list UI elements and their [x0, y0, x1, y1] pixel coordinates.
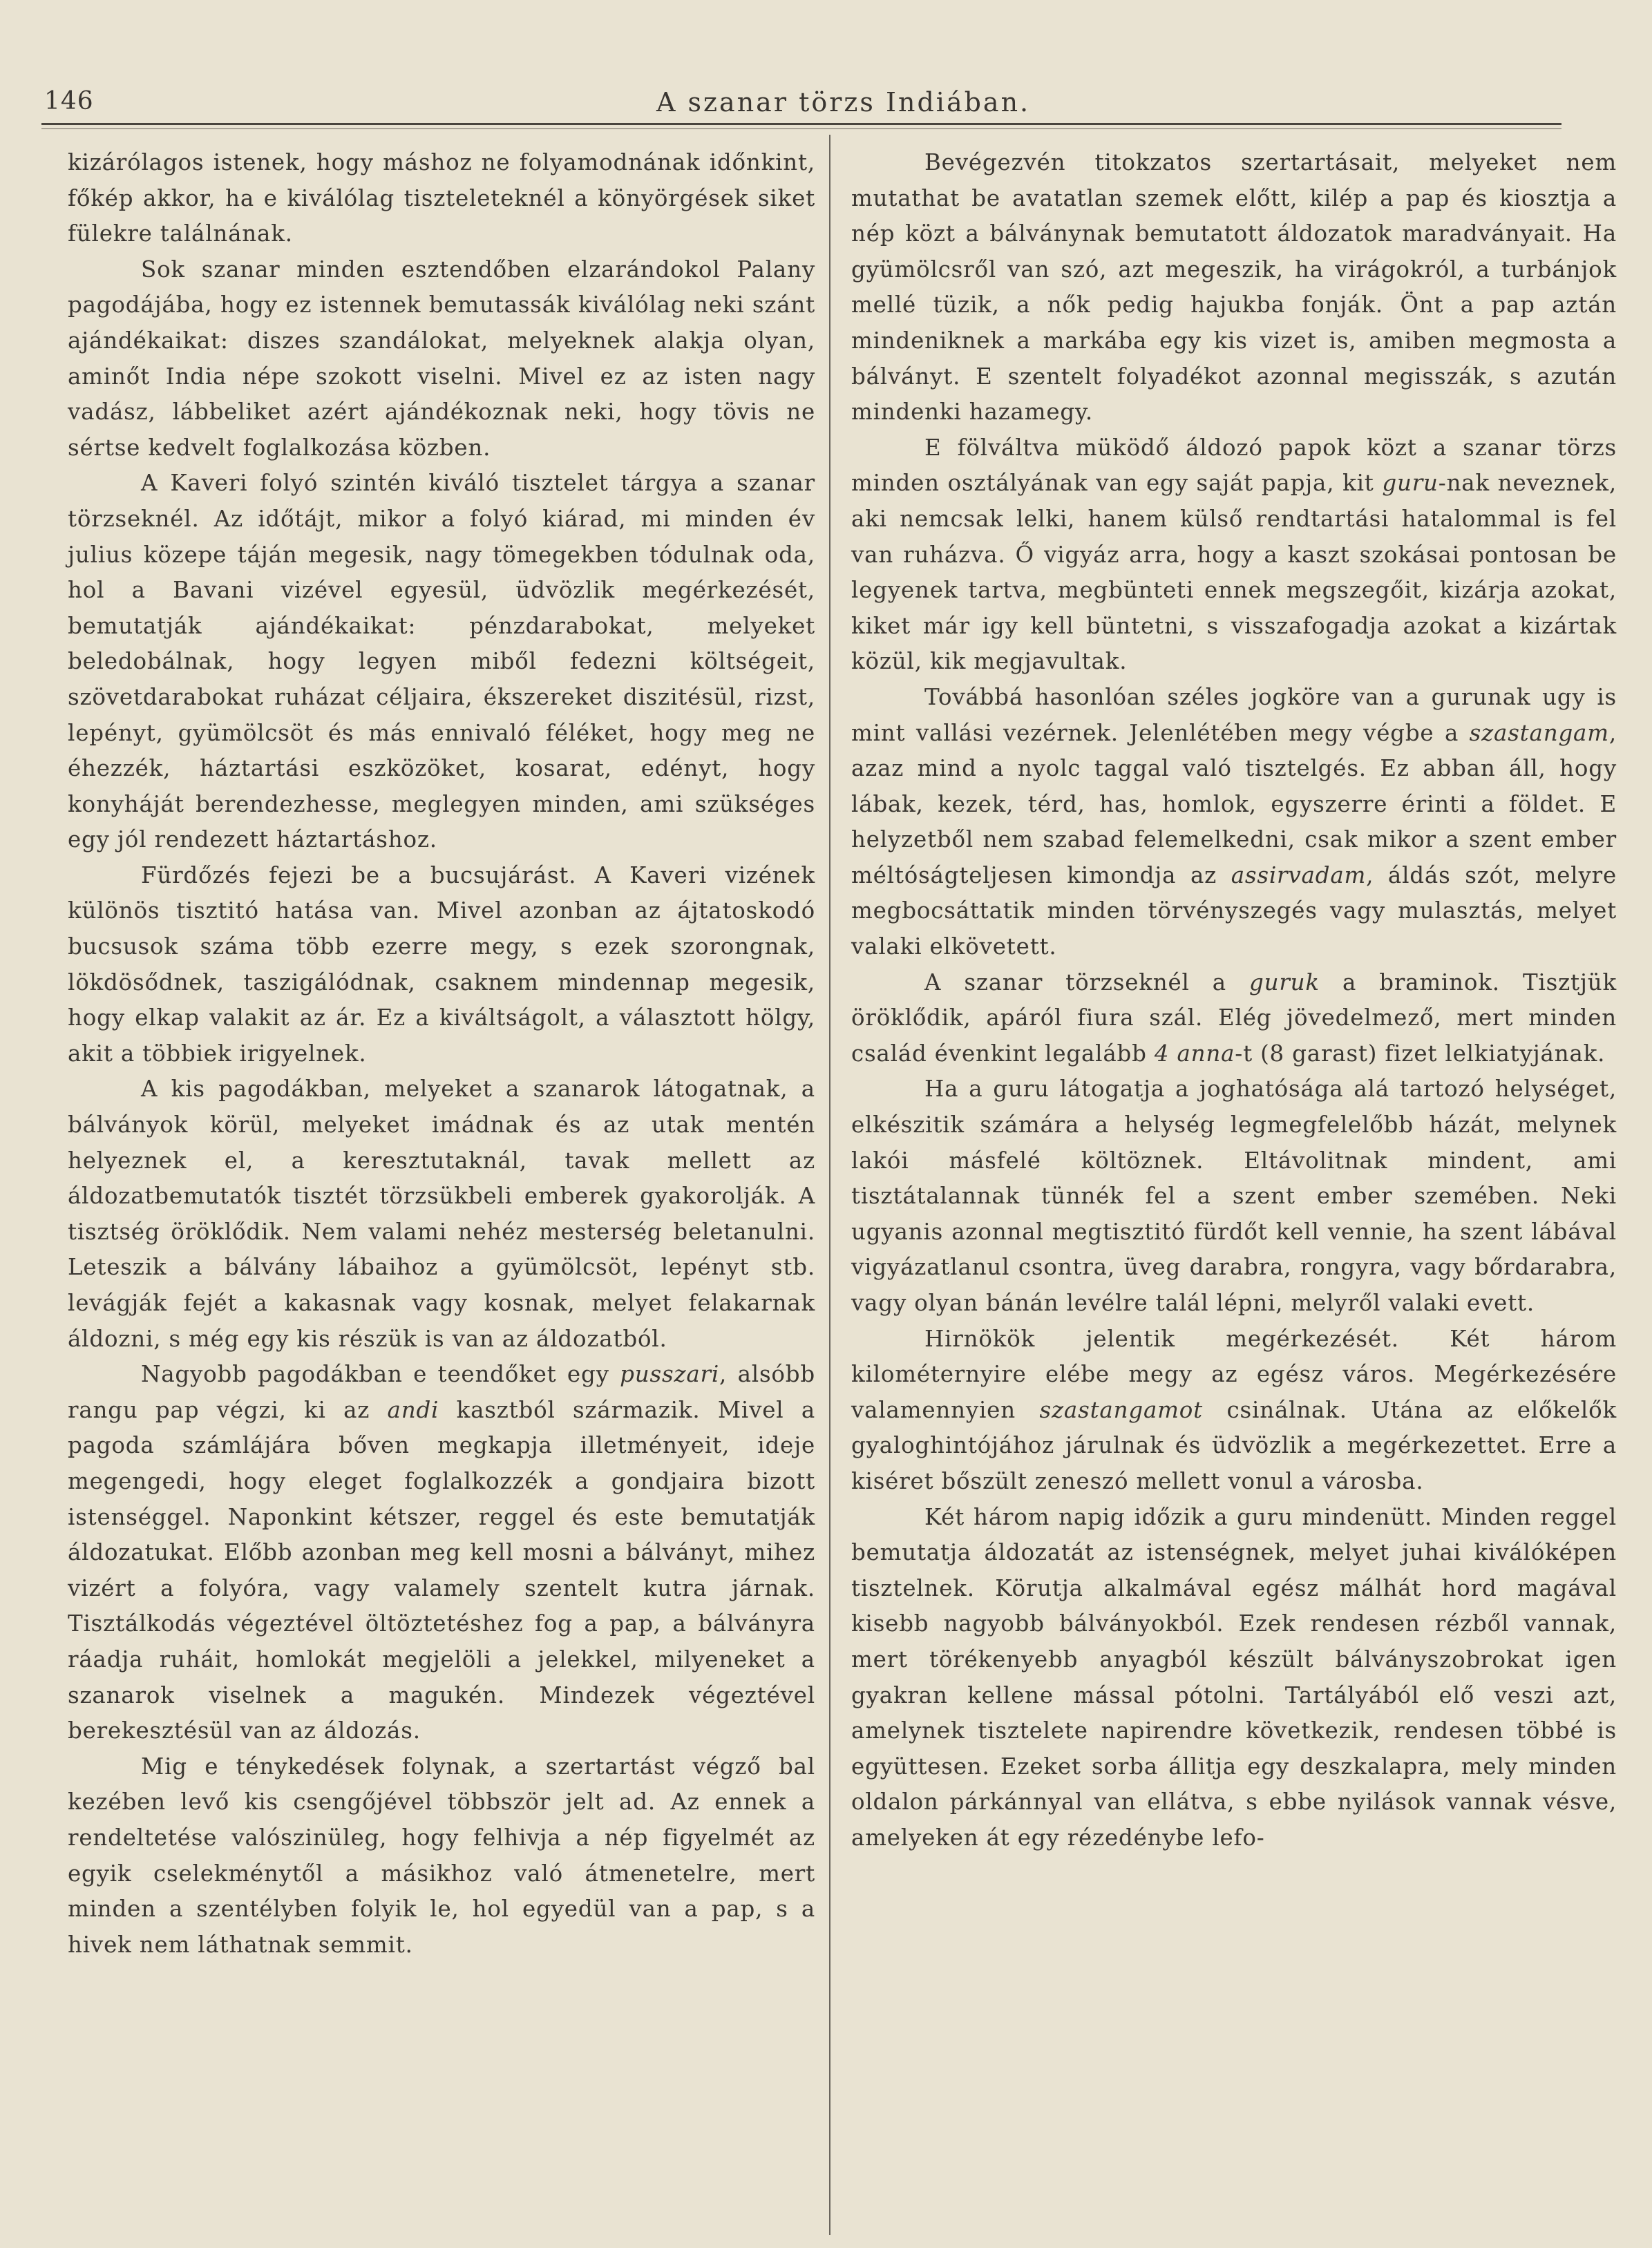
- paragraph: Két három napig időzik a guru mindenütt. Minden reggel bemutatja áldozatát az istenségnek, melyet juhai kiválóképen tisztelnek. Körutja alkalmával egész málhát hord magával kisebb nagyobb bálványokból. Ezek rendesen rézből vannak, mert törékenyebb anyagból készült bálványszobrokat igen gyakran kellene mással pótolni. Tartályából elő veszi azt, amelynek tisztelete napirendre következik, rendesen többé is együttesen. Ezeket sorba állitja egy deszkalapra, mely minden oldalon párkánnyal van ellátva, s ebbe nyilások vannak vésve, amelyeken át egy rézedénybe lefo-: [851, 1503, 1617, 1851]
- paragraph: E fölváltva müködő áldozó papok közt a szanar törzs minden osztályának van egy saját papja, kit guru-nak neveznek, aki nemcsak lelki, hanem külső rendtartási hatalommal is fel van ruházva. Ő vigyáz arra, hogy a kaszt szokásai pontosan be legyenek tartva, megbünteti ennek megszegőit, kizárja azokat, kiket már igy kell büntetni, s visszafogadja azokat a kizártak közül, kik megjavultak.: [851, 434, 1617, 675]
- paragraph: Ha a guru látogatja a joghatósága alá tartozó helységet, elkészitik számára a helység legmegfelelőbb házát, melynek lakói másfelé költöznek. Eltávolitnak mindent, ami tisztátalannak tünnék fel a szent ember szemében. Neki ugyanis azonnal megtisztitó fürdőt kell vennie, ha szent lábával vigyázatlanul csontra, üveg darabra, rongyra, vagy bőrdarabra, vagy olyan bánán levélre talál lépni, melyről valaki evett.: [851, 1076, 1617, 1316]
- header-rule: [41, 123, 1561, 125]
- header-rule-thin: [41, 128, 1561, 129]
- column-divider: [829, 135, 830, 2235]
- paragraph: A szanar törzseknél a guruk a braminok. Tisztjük öröklődik, apáról fiura szál. Elég jövedelmező, mert minden család évenkint legalább 4 anna-t (8 garast) fizet lelkiatyjának.: [851, 969, 1617, 1067]
- paragraph: A Kaveri folyó szintén kiváló tisztelet tárgya a szanar törzseknél. Az időtájt, mikor a folyó kiárad, mi minden év julius közepe táján megesik, nagy tömegekben tódulnak oda, hol a Bavani vizével egyesül, üdvözlik megérkezését, bemutatják ajándékaikat: pénzdarabokat, melyeket beledobálnak, hogy legyen miből fedezni költségeit, szövetdarabokat ruházat céljaira, ékszereket diszitésül, rizst, lepényt, gyümölcsöt és más ennivaló féléket, hogy meg ne éhezzék, háztartási eszközöket, kosarat, edényt, hogy konyháját berendezhesse, meglegyen minden, ami szükséges egy jól rendezett háztartáshoz.: [68, 470, 815, 853]
- running-title: A szanar törzs Indiában.: [656, 87, 1031, 117]
- right-column: [851, 145, 1617, 1856]
- paragraph: Továbbá hasonlóan széles jogköre van a gurunak ugy is mint vallási vezérnek. Jelenlétében megy végbe a szastangam, azaz mind a nyolc taggal való tisztelgés. Ez abban áll, hogy lábak, kezek, térd, has, homlok, egyszerre érinti a földet. E helyzetből nem szabad felemelkedni, csak mikor a szent ember méltóságteljesen kimondja az assirvadam, áldás szót, melyre megbocsáttatik minden törvényszegés vagy mulasztás, melyet valaki elkövetett.: [851, 683, 1617, 960]
- page-number: 146: [44, 87, 94, 115]
- left-column: [68, 145, 815, 1963]
- paragraph: Fürdőzés fejezi be a bucsujárást. A Kaveri vizének különös tisztitó hatása van. Mivel azonban az ájtatoskodó bucsusok száma több ezerre megy, s ezek szorongnak, lökdösődnek, taszigálódnak, csaknem mindennap megesik, hogy elkap valakit az ár. Ez a kiváltságolt, a választott hölgy, akit a többiek irigyelnek.: [68, 861, 815, 1067]
- paragraph: Mig e ténykedések folynak, a szertartást végző bal kezében levő kis csengőjével többször jelt ad. Az ennek a rendeltetése valószinüleg, hogy felhivja a nép figyelmét az egyik cselekménytől a másikhoz való átmenetelre, mert minden a szentélyben folyik le, hol egyedül van a pap, s a hivek nem láthatnak semmit.: [68, 1753, 815, 1958]
- paragraph: Bevégezvén titokzatos szertartásait, melyeket nem mutathat be avatatlan szemek előtt, kilép a pap és kiosztja a nép közt a bálványnak bemutatott áldozatok maradványait. Ha gyümölcsről van szó, azt megeszik, ha virágokról, a turbánjok mellé tüzik, a nők pedig hajukba fonják. Önt a pap aztán mindeniknek a markába egy kis vizet is, amiben megmosta a bálványt. E szentelt folyadékot azonnal megisszák, s azután mindenki hazamegy.: [851, 149, 1617, 426]
- page-header: [41, 82, 1561, 123]
- paragraph: Nagyobb pagodákban e teendőket egy pusszari, alsóbb rangu pap végzi, ki az andi kasztból származik. Mivel a pagoda számlájára bőven megkapja illetményeit, ideje megengedi, hogy eleget foglalkozzék a gondjaira bizott istenséggel. Naponkint kétszer, reggel és este bemutatják áldozatukat. Előbb azonban meg kell mosni a bálványt, mihez vizért a folyóra, vagy valamely szentelt kutra járnak. Tisztálkodás végeztével öltöztetéshez fog a pap, a bálványra ráadja ruháit, homlokát megjelöli a jelekkel, milyeneket a szanarok viselnek a magukén. Mindezek végeztével berekesztésül van az áldozás.: [68, 1361, 816, 1744]
- paragraph: Sok szanar minden esztendőben elzarándokol Palany pagodájába, hogy ez istennek bemutassák kiválólag neki szánt ajándékaikat: diszes szandálokat, melyeknek alakja olyan, aminőt India népe szokott viselni. Mivel ez az isten nagy vadász, lábbeliket azért ajándékoznak neki, hogy tövis ne sértse kedvelt foglalkozása közben.: [68, 256, 815, 461]
- paragraph: kizárólagos istenek, hogy máshoz ne folyamodnának időnkint, főkép akkor, ha e kiválólag tiszteleteknél a könyörgések siket fülekre találnának.: [68, 149, 815, 247]
- paragraph: A kis pagodákban, melyeket a szanarok látogatnak, a bálványok körül, melyeket imádnak és az utak mentén helyeznek el, a keresztutaknál, tavak mellett az áldozatbemutatók tisztét törzsükbeli emberek gyakorolják. A tisztség öröklődik. Nem valami nehéz mesterség beletanulni. Leteszik a bálvány lábaihoz a gyümölcsöt, lepényt stb. levágják fejét a kakasnak vagy kosnak, melyet felakarnak áldozni, s még egy kis részük is van az áldozatból.: [68, 1076, 815, 1352]
- paragraph: Hirnökök jelentik megérkezését. Két három kilométernyire elébe megy az egész város. Megérkezésére valamennyien szastangamot csinálnak. Utána az előkelők gyaloghintójához járulnak és üdvözlik a megérkezettet. Erre a kiséret bőszült zeneszó mellett vonul a városba.: [851, 1325, 1617, 1494]
